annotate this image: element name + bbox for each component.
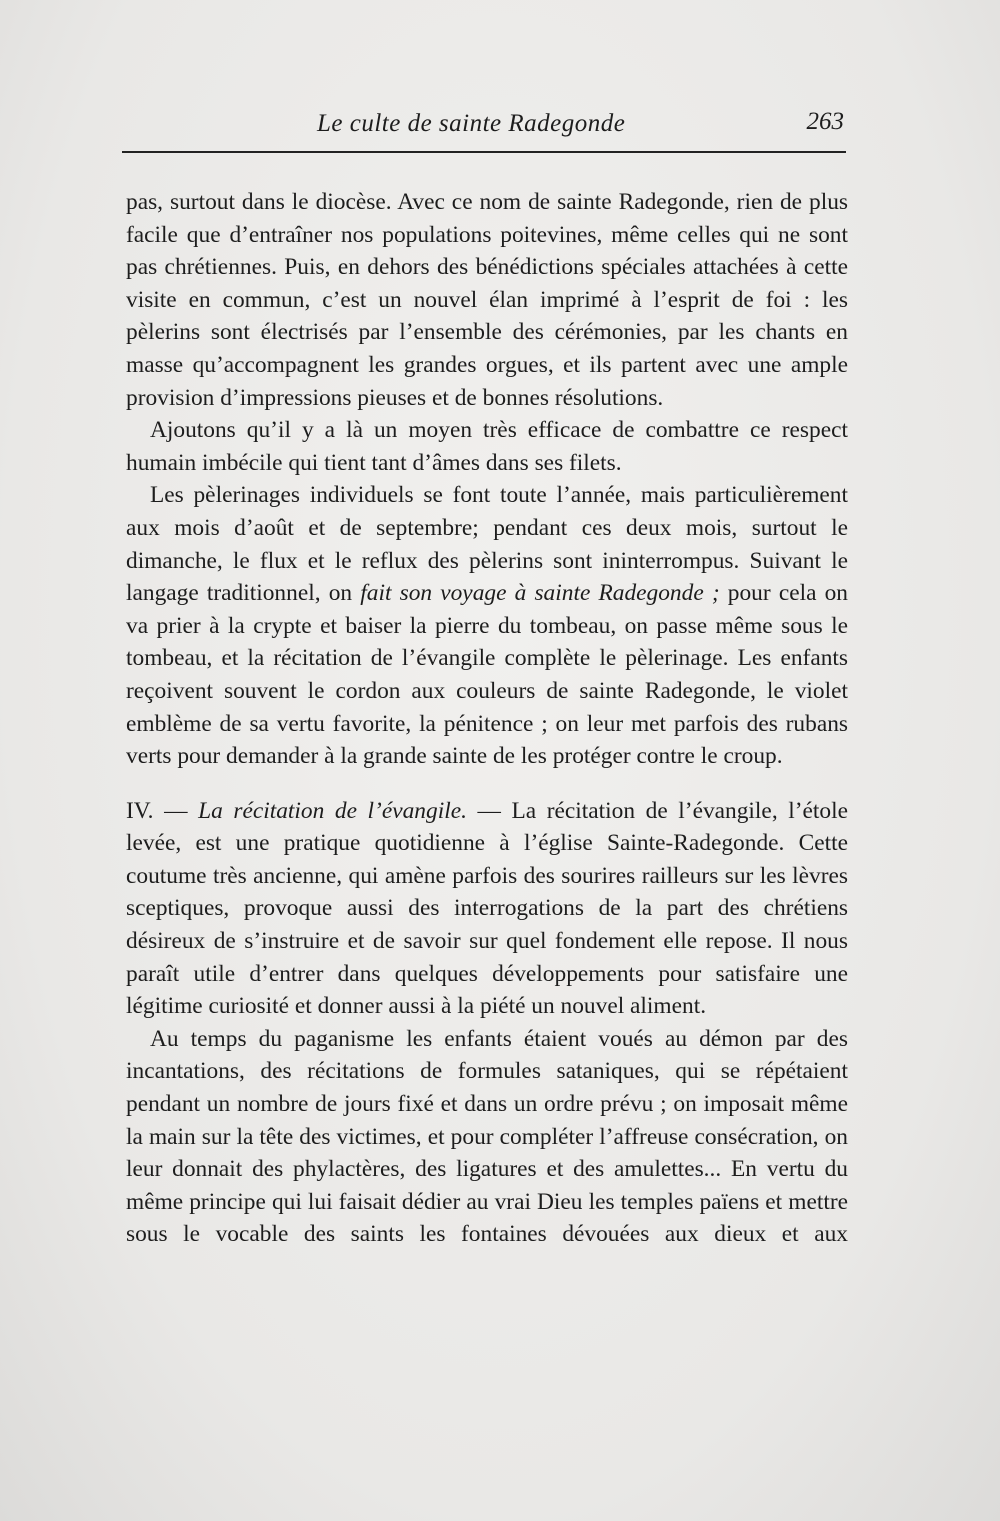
- section-spacer: [126, 773, 848, 795]
- running-title: Le culte de sainte Radegonde: [317, 110, 626, 137]
- paragraph-3: [126, 479, 848, 772]
- paragraph-3-start: Les pèlerinages individuels se font toute l’année, mais particulièrement aux mois d’août et de septembre; pendant ces deux mois, surtout le dimanche, le flux et le reflux des pèlerins sont ininterrompus. Suivant le langage traditionnel, on: [126, 482, 848, 607]
- section-title: La récitation de l’évangile.: [198, 797, 467, 824]
- page-number: 263: [806, 108, 844, 135]
- body-text: [126, 186, 848, 1251]
- paragraph-4: [126, 795, 848, 1023]
- header-rule: [122, 151, 846, 153]
- page-header: [122, 104, 846, 144]
- paragraph-4-text: La récitation de l’évangile, l’étole levée, est une pratique quotidienne à l’église Sainte-Radegonde. Cette coutume très ancienne, qui amène parfois des sourires railleurs sur les lèvres sceptiques, provoque aussi des interrogations de la part des chrétiens désireux de s’instruire et de savoir sur quel fondement elle repose. Il nous paraît utile d’entrer dans quelques développements pour satisfaire une légitime curiosité et donner aussi à la piété un nouvel aliment.: [126, 797, 848, 1020]
- section-dash: —: [466, 797, 512, 824]
- paragraph-1: pas, surtout dans le diocèse. Avec ce nom de sainte Radegonde, rien de plus facile que d’entraîner nos populations poitevines, même celles qui ne sont pas chrétiennes. Puis, en dehors des bénédictions spéciales attachées à cette visite en commun, c’est un nouvel élan imprimé à l’esprit de foi : les pèlerins sont électrisés par l’ensemble des cérémonies, par les chants en masse qu’accompagnent les grandes orgues, et ils partent avec une ample provision d’impressions pieuses et de bonnes résolutions.: [126, 189, 848, 411]
- paragraph-5: Au temps du paganisme les enfants étaient voués au démon par des incantations, des récitations de formules sataniques, qui se répétaient pendant un nombre de jours fixé et dans un ordre prévu ; on imposait même la main sur la tête des victimes, et pour compléter l’affreuse consécration, on leur donnait des phylactères, des ligatures et des amulettes... En vertu du même principe qui lui faisait dédier au vrai Dieu les temples païens et mettre sous le vocable des saints les fontaines dévouées aux dieux et aux: [126, 1025, 848, 1248]
- section-number: IV. —: [126, 797, 199, 824]
- paragraph-3-italic: fait son voyage à sainte Radegonde ;: [360, 580, 720, 607]
- paragraph-2: Ajoutons qu’il y a là un moyen très efficace de combattre ce respect humain imbécile qui tient tant d’âmes dans ses filets.: [126, 417, 848, 476]
- paragraph-3-end: pour cela on va prier à la crypte et baiser la pierre du tombeau, on passe même sous le tombeau, et la récitation de l’évangile complète le pèlerinage. Les enfants reçoivent souvent le cordon aux couleurs de sainte Radegonde, le violet emblème de sa vertu favorite, la pénitence ; on leur met parfois des rubans verts pour demander à la grande sainte de les protéger contre le croup.: [126, 580, 848, 770]
